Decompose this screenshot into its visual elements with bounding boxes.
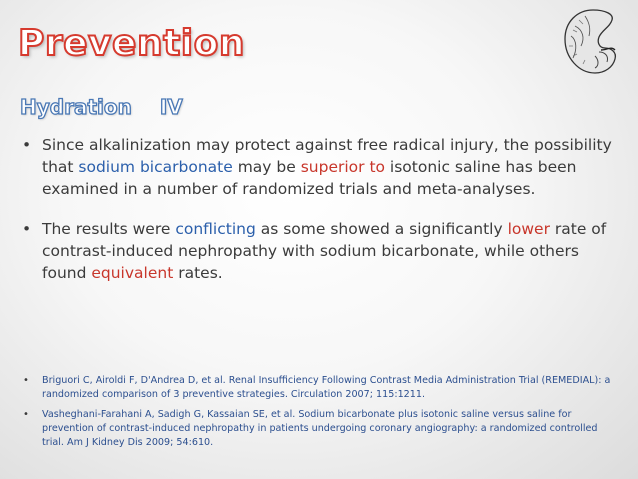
bullet-text: as some showed a significantly — [255, 220, 508, 238]
slide-title: Prevention — [18, 23, 245, 64]
reference-item: • Briguori C, Airoldi F, D'Andrea D, et al. Renal Insufficiency Following Contrast Media Administration Trial (REMEDIAL): a randomized comparison of 3 preventive strategies. Circulation 2007; 115:1211. — [20, 374, 620, 402]
reference-list — [20, 374, 620, 456]
bullet-text: rates. — [173, 264, 223, 282]
bullet-item — [20, 134, 620, 200]
highlighted-text: equivalent — [91, 264, 174, 282]
reference-item: • Vasheghani-Farahani A, Sadigh G, Kassaian SE, et al. Sodium bicarbonate plus isotonic saline versus saline for prevention of contrast-induced nephropathy in patients undergoing coronary angiography: a randomized controlled trial. Am J Kidney Dis 2009; 54:610. — [20, 408, 620, 450]
bullet-text: may be — [232, 158, 301, 176]
bullet-text: isotonic saline has been examined in a number of randomized trials and meta-analyses. — [42, 158, 577, 198]
bullet-text: rate of contrast-induced nephropathy with sodium bicarbonate, while others found — [42, 220, 607, 282]
highlighted-text: superior to — [300, 158, 385, 176]
highlighted-text: sodium bicarbonate — [78, 158, 233, 176]
highlighted-text: conflicting — [175, 220, 256, 238]
subtitle-hydration: Hydration — [20, 95, 132, 119]
bullet-text: Since alkalinization may protect against free radical injury, the possibility that — [42, 136, 612, 176]
kidney-illustration-icon — [555, 6, 625, 78]
highlighted-text: lower — [507, 220, 550, 238]
subtitle-iv: IV — [159, 95, 183, 119]
slide-subtitle — [20, 94, 183, 120]
bullet-item — [20, 218, 620, 284]
bullet-list — [20, 134, 620, 284]
bullet-text: The results were — [42, 220, 176, 238]
